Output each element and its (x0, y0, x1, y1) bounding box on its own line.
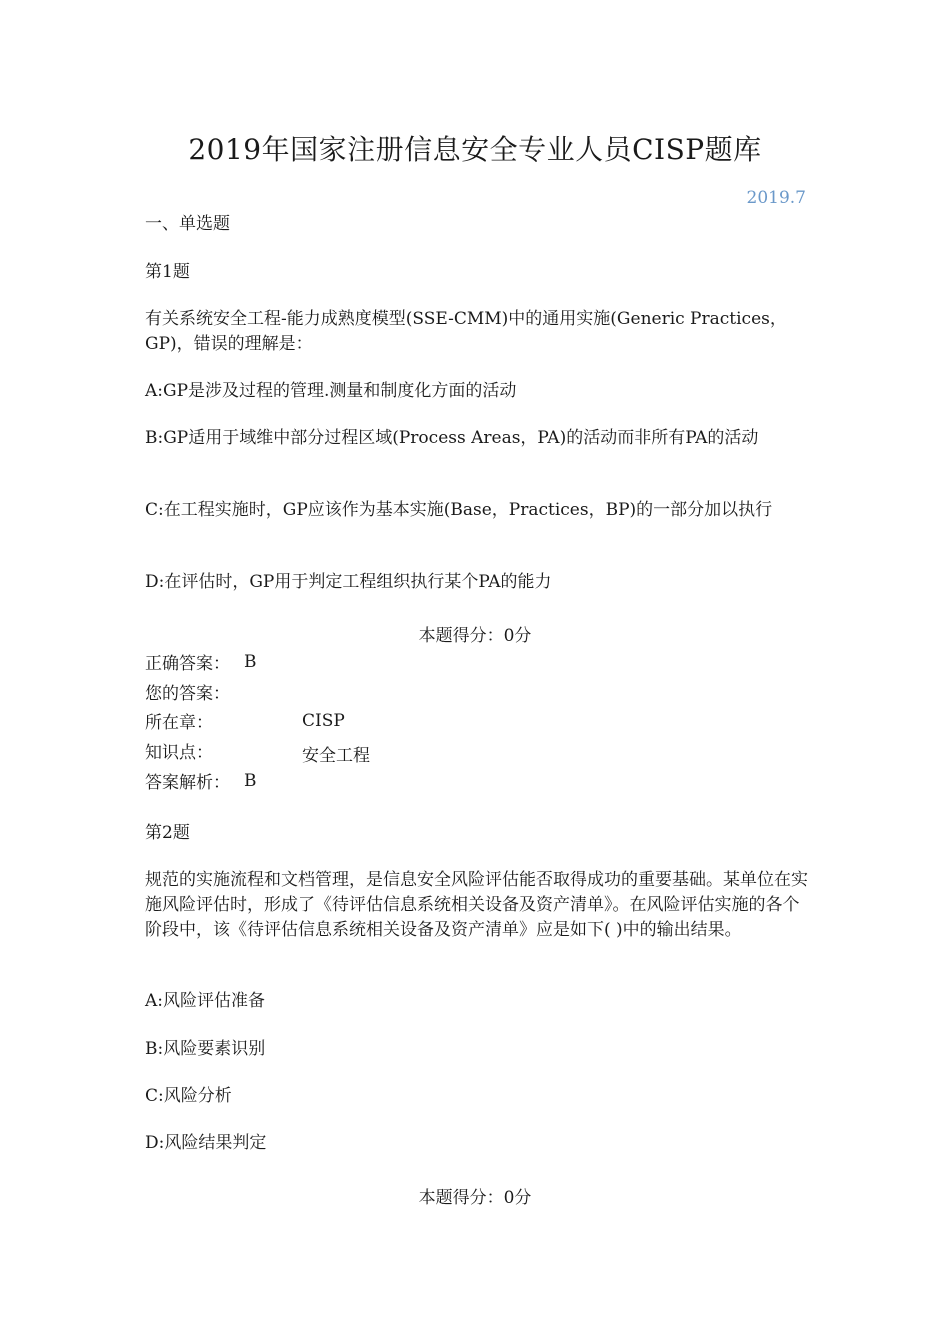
section-heading: 一、单选题 (145, 214, 230, 234)
question-2-heading: 第2题 (145, 823, 190, 843)
analysis-label: 答案解析： (145, 773, 230, 793)
question-1-option-b: B:GP适用于域维中部分过程区域(Process Areas，PA)的活动而非所有PA的活动 (145, 428, 759, 448)
document-title: 2019年国家注册信息安全专业人员CISP题库 (188, 133, 762, 166)
question-2-score: 本题得分：0分 (418, 1188, 532, 1208)
question-1-score: 本题得分：0分 (418, 626, 532, 646)
question-1-stem: 有关系统安全工程-能力成熟度模型(SSE-CMM)中的通用实施(Generic Practices，GP)，错误的理解是： (145, 309, 787, 354)
question-1-option-a: A:GP是涉及过程的管理.测量和制度化方面的活动 (145, 381, 517, 401)
question-2-option-a: A:风险评估准备 (145, 991, 266, 1011)
knowledge-point-label: 知识点： (145, 743, 213, 763)
document-date: 2019.7 (746, 188, 806, 208)
analysis-value: B (244, 771, 257, 791)
correct-answer-label: 正确答案： (145, 654, 230, 674)
knowledge-point-value: 安全工程 (302, 746, 370, 766)
correct-answer-value: B (244, 652, 257, 672)
question-2-stem: 规范的实施流程和文档管理，是信息安全风险评估能否取得成功的重要基础。某单位在实施风险评估时，形成了《待评估信息系统相关设备及资产清单》。在风险评估实施的各个阶段中，该《待评估信息系统相关设备及资产清单》应是如下( )中的输出结果。 (145, 870, 808, 940)
question-1-heading: 第1题 (145, 262, 190, 282)
question-2-option-b: B:风险要素识别 (145, 1039, 266, 1059)
your-answer-label: 您的答案： (145, 684, 230, 704)
question-2-option-d: D:风险结果判定 (145, 1133, 267, 1153)
chapter-label: 所在章： (145, 713, 213, 733)
chapter-value: CISP (302, 711, 345, 731)
question-1-option-d: D:在评估时，GP用于判定工程组织执行某个PA的能力 (145, 572, 552, 592)
question-2-option-c: C:风险分析 (145, 1086, 232, 1106)
question-1-option-c: C:在工程实施时，GP应该作为基本实施(Base，Practices，BP)的一部分加以执行 (145, 500, 773, 520)
